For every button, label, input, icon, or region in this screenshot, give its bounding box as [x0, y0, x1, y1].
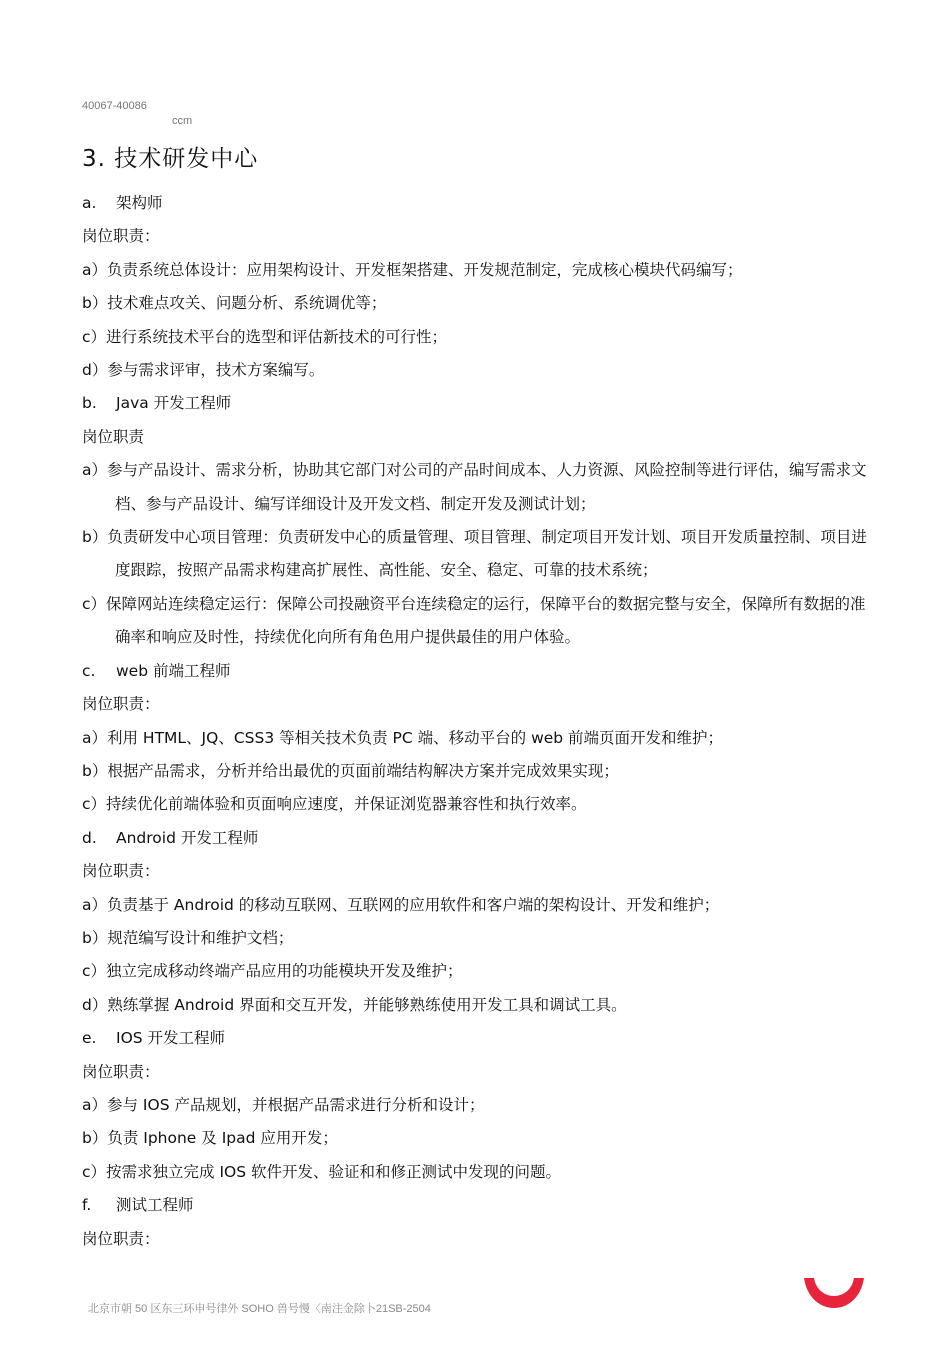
duty-item: a）负责基于 Android 的移动互联网、互联网的应用软件和客户端的架构设计、开发和维护； — [82, 895, 720, 914]
section-marker: a. — [82, 194, 97, 212]
duty-item: b）技术难点攻关、问题分析、系统调优等； — [82, 294, 387, 313]
duty-item: c）保障网站连续稳定运行：保障公司投融资平台连续稳定的运行，保障平台的数据完整与安全，保障所有数据的准确率和响应及时性，持续优化向所有角色用户提供最佳的用户体验。 — [82, 594, 866, 647]
duty-label: 岗位职责： — [82, 862, 160, 881]
section-title: web 前端工程师 — [116, 661, 231, 680]
section-title: 测试工程师 — [116, 1196, 194, 1215]
duty-item: b）负责 Iphone 及 Ipad 应用开发； — [82, 1129, 338, 1148]
duty-item: c）按需求独立完成 IOS 软件开发、验证和和修正测试中发现的问题。 — [82, 1162, 561, 1181]
footer-address: 北京市朝 50 区东三环申号律外 SOHO 兽号慢〈南注金除卜21SB-2504 — [88, 1303, 431, 1315]
duty-label: 岗位职责： — [82, 695, 160, 714]
section-marker: e. — [82, 1029, 97, 1048]
section-heading — [82, 655, 872, 688]
section-heading — [82, 1189, 872, 1222]
duty-item: c）持续优化前端体验和页面响应速度，并保证浏览器兼容性和执行效率。 — [82, 795, 587, 814]
document-code: 40067-40086 — [82, 100, 147, 112]
section-title: IOS 开发工程师 — [116, 1029, 226, 1048]
duty-item: c）进行系统技术平台的选型和评估新技术的可行性； — [82, 327, 448, 346]
section-heading — [82, 1022, 872, 1055]
duty-item: d）参与需求评审，技术方案编写。 — [82, 361, 325, 380]
duty-item: d）熟练掌握 Android 界面和交互开发，并能够熟练使用开发工具和调试工具。 — [82, 995, 627, 1014]
red-smile-logo-icon — [800, 1272, 868, 1322]
job-sections — [82, 187, 872, 1256]
duty-label: 岗位职责： — [82, 1062, 160, 1081]
duty-item: c）独立完成移动终端产品应用的功能模块开发及维护； — [82, 962, 463, 981]
duty-label: 岗位职责 — [82, 427, 145, 446]
section-marker: d. — [82, 828, 97, 847]
duty-item: a）参与产品设计、需求分析，协助其它部门对公司的产品时间成本、人力资源、风险控制等进行评估，编写需求文档、参与产品设计、编写详细设计及开发文档、制定开发及测试计划； — [82, 461, 867, 513]
section-marker: b. — [82, 394, 97, 413]
section-heading — [82, 187, 872, 220]
section-marker: c. — [82, 661, 96, 680]
duty-label: 岗位职责： — [82, 227, 160, 246]
duty-label: 岗位职责： — [82, 1229, 160, 1248]
section-heading — [82, 387, 872, 420]
duty-item: b）负责研发中心项目管理：负责研发中心的质量管理、项目管理、制定项目开发计划、项目开发质量控制、项目进度跟踪，按照产品需求构建高扩展性、高性能、安全、稳定、可靠的技术系统； — [82, 528, 867, 580]
section-heading — [82, 822, 872, 855]
duty-item: a）参与 IOS 产品规划，并根据产品需求进行分析和设计； — [82, 1095, 485, 1114]
document-subcode: ccm — [172, 115, 193, 127]
duty-item: b）根据产品需求，分析并给出最优的页面前端结构解决方案并完成效果实现； — [82, 761, 619, 780]
section-title: Java 开发工程师 — [116, 394, 232, 413]
section-title: 架构师 — [116, 194, 163, 212]
duty-item: b）规范编写设计和维护文档； — [82, 928, 294, 947]
section-marker: f. — [82, 1196, 92, 1215]
duty-item: a）负责系统总体设计：应用架构设计、开发框架搭建、开发规范制定，完成核心模块代码编写； — [82, 260, 743, 279]
page-title: 3. 技术研发中心 — [82, 146, 259, 172]
duty-item: a）利用 HTML、JQ、CSS3 等相关技术负责 PC 端、移动平台的 web 前端页面开发和维护； — [82, 728, 724, 747]
section-title: Android 开发工程师 — [116, 828, 259, 847]
